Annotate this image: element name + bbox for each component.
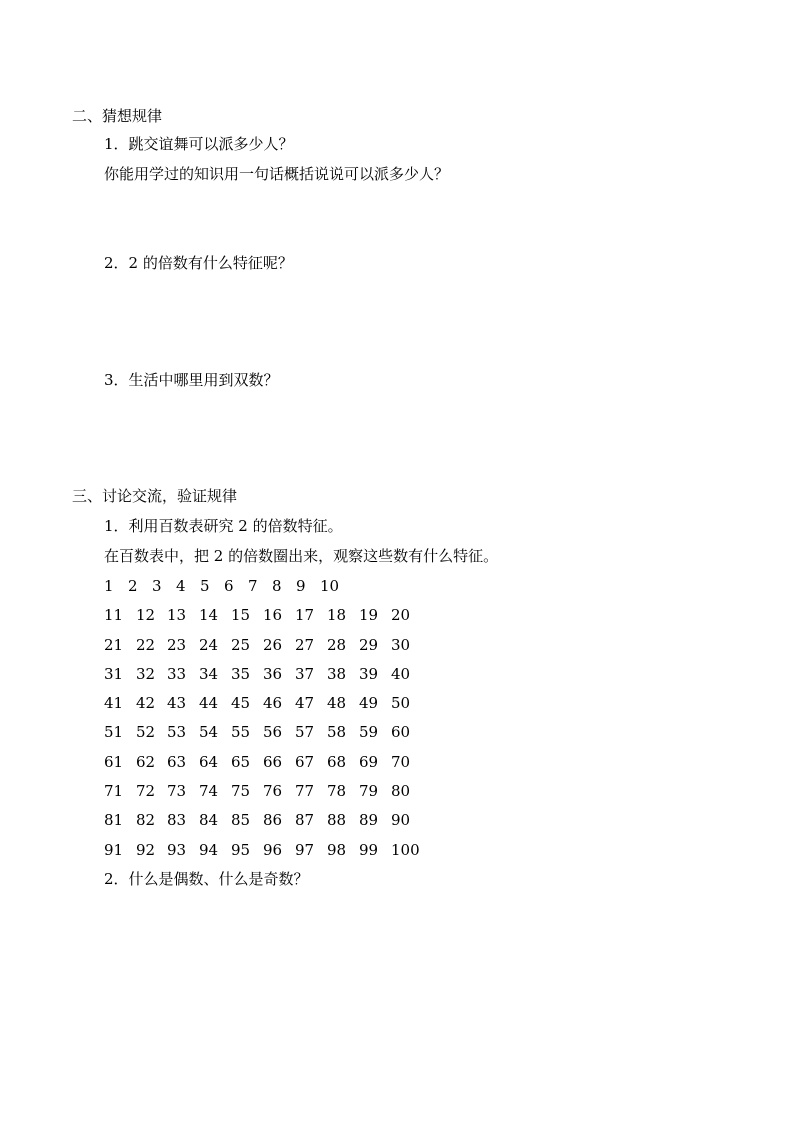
hundred-table-number: 51 — [104, 723, 124, 741]
hundred-table-number: 3 — [152, 577, 162, 595]
hundred-table-number: 8 — [272, 577, 282, 595]
hundred-table-number: 74 — [199, 782, 219, 800]
hundred-table-number: 30 — [391, 636, 411, 654]
hundred-table-row — [104, 576, 434, 596]
hundred-table-number: 28 — [327, 636, 347, 654]
hundred-table-number: 72 — [136, 782, 156, 800]
hundred-table-number: 86 — [263, 811, 283, 829]
hundred-table-number: 87 — [295, 811, 315, 829]
hundred-table-number: 34 — [199, 665, 219, 683]
hundred-table-row — [104, 752, 434, 772]
hundred-table-number: 73 — [167, 782, 187, 800]
question-1-title: 1．跳交谊舞可以派多少人？ — [104, 135, 294, 153]
hundred-table-number: 21 — [104, 636, 124, 654]
hundred-table-number: 79 — [359, 782, 379, 800]
hundred-table-number: 13 — [167, 606, 187, 624]
hundred-table-number: 83 — [167, 811, 187, 829]
hundred-table-number: 94 — [199, 841, 219, 859]
hundred-table-number: 29 — [359, 636, 379, 654]
hundred-table-number: 43 — [167, 694, 187, 712]
hundred-table-number: 24 — [199, 636, 219, 654]
hundred-table-number: 12 — [136, 606, 156, 624]
hundred-table-number: 54 — [199, 723, 219, 741]
hundred-table-number: 41 — [104, 694, 124, 712]
hundred-table-number: 26 — [263, 636, 283, 654]
hundred-table-number: 36 — [263, 665, 283, 683]
hundred-table-row — [104, 722, 434, 742]
hundred-table-number: 56 — [263, 723, 283, 741]
hundred-table-number: 100 — [391, 841, 420, 859]
hundred-table-number: 1 — [104, 577, 114, 595]
hundred-table-number: 77 — [295, 782, 315, 800]
hundred-table-number: 84 — [199, 811, 219, 829]
hundred-table-number: 92 — [136, 841, 156, 859]
hundred-table-number: 61 — [104, 753, 124, 771]
hundred-table-number: 75 — [231, 782, 251, 800]
hundred-table-number: 25 — [231, 636, 251, 654]
hundred-table-number: 82 — [136, 811, 156, 829]
hundred-table-number: 97 — [295, 841, 315, 859]
hundred-table-number: 4 — [176, 577, 186, 595]
hundred-table-number: 5 — [200, 577, 210, 595]
hundred-table-number: 70 — [391, 753, 411, 771]
hundred-table-row — [104, 635, 434, 655]
hundred-table-number: 90 — [391, 811, 411, 829]
hundred-table-number: 40 — [391, 665, 411, 683]
hundred-table-number: 39 — [359, 665, 379, 683]
hundred-table-number: 22 — [136, 636, 156, 654]
hundred-table-number: 78 — [327, 782, 347, 800]
hundred-table-number: 52 — [136, 723, 156, 741]
hundred-table-number: 27 — [295, 636, 315, 654]
hundred-table-number: 16 — [263, 606, 283, 624]
hundred-table-number: 81 — [104, 811, 124, 829]
hundred-table-number: 76 — [263, 782, 283, 800]
hundred-table-number: 88 — [327, 811, 347, 829]
hundred-table-number: 98 — [327, 841, 347, 859]
hundred-table-number: 2 — [128, 577, 138, 595]
hundred-table-number: 47 — [295, 694, 315, 712]
hundred-table-number: 55 — [231, 723, 251, 741]
hundred-table-number: 37 — [295, 665, 315, 683]
hundred-table-number: 20 — [391, 606, 411, 624]
task-1-prompt: 在百数表中，把 2 的倍数圈出来，观察这些数有什么特征。 — [104, 547, 499, 565]
question-2-title: 2．2 的倍数有什么特征呢？ — [104, 254, 293, 272]
hundred-table-number: 31 — [104, 665, 124, 683]
section-heading-guess-rule: 二、猜想规律 — [72, 107, 163, 125]
task-1-title: 1．利用百数表研究 2 的倍数特征。 — [104, 517, 343, 535]
hundred-table-number: 42 — [136, 694, 156, 712]
hundred-table-number: 19 — [359, 606, 379, 624]
hundred-table-number: 44 — [199, 694, 219, 712]
hundred-table-number: 38 — [327, 665, 347, 683]
hundred-table-number: 67 — [295, 753, 315, 771]
hundred-table-number: 62 — [136, 753, 156, 771]
hundred-table-number: 65 — [231, 753, 251, 771]
hundred-table-number: 93 — [167, 841, 187, 859]
hundred-table-number: 23 — [167, 636, 187, 654]
hundred-table-number: 96 — [263, 841, 283, 859]
hundred-table-number: 48 — [327, 694, 347, 712]
hundred-table-number: 49 — [359, 694, 379, 712]
hundred-table-number: 95 — [231, 841, 251, 859]
hundred-table-number: 53 — [167, 723, 187, 741]
hundred-table-number: 7 — [248, 577, 258, 595]
hundred-table-number: 85 — [231, 811, 251, 829]
hundred-table-number: 68 — [327, 753, 347, 771]
hundred-table-row — [104, 781, 434, 801]
hundred-table-number: 11 — [104, 606, 124, 624]
hundred-table-number: 10 — [320, 577, 340, 595]
hundred-table-number: 17 — [295, 606, 315, 624]
question-3-title: 3．生活中哪里用到双数？ — [104, 371, 279, 389]
hundred-table-number: 6 — [224, 577, 234, 595]
hundred-table-row — [104, 840, 434, 860]
section-heading-discuss-verify: 三、讨论交流，验证规律 — [72, 487, 238, 505]
hundred-table-number: 59 — [359, 723, 379, 741]
hundred-table-number: 69 — [359, 753, 379, 771]
task-2-title: 2．什么是偶数、什么是奇数？ — [104, 870, 309, 888]
hundred-table-number: 58 — [327, 723, 347, 741]
hundred-table-number: 32 — [136, 665, 156, 683]
hundred-table-number: 33 — [167, 665, 187, 683]
hundred-table-number: 64 — [199, 753, 219, 771]
hundred-table-number: 14 — [199, 606, 219, 624]
hundred-table-row — [104, 605, 434, 625]
hundred-table-number: 50 — [391, 694, 411, 712]
hundred-table-row — [104, 693, 434, 713]
hundred-table-number: 71 — [104, 782, 124, 800]
hundred-table-number: 80 — [391, 782, 411, 800]
hundred-table-row — [104, 664, 434, 684]
hundred-table-number: 18 — [327, 606, 347, 624]
hundred-table-number: 9 — [296, 577, 306, 595]
hundred-table-number: 63 — [167, 753, 187, 771]
hundred-table-number: 66 — [263, 753, 283, 771]
hundred-table-number: 45 — [231, 694, 251, 712]
question-1-prompt: 你能用学过的知识用一句话概括说说可以派多少人？ — [104, 165, 450, 183]
hundred-table-number: 46 — [263, 694, 283, 712]
hundred-table-number: 57 — [295, 723, 315, 741]
hundred-table-number: 60 — [391, 723, 411, 741]
hundred-table-number: 99 — [359, 841, 379, 859]
hundred-table-number: 91 — [104, 841, 124, 859]
hundred-table-row — [104, 810, 434, 830]
hundred-table-number: 35 — [231, 665, 251, 683]
hundred-table-number: 15 — [231, 606, 251, 624]
hundred-table-number: 89 — [359, 811, 379, 829]
